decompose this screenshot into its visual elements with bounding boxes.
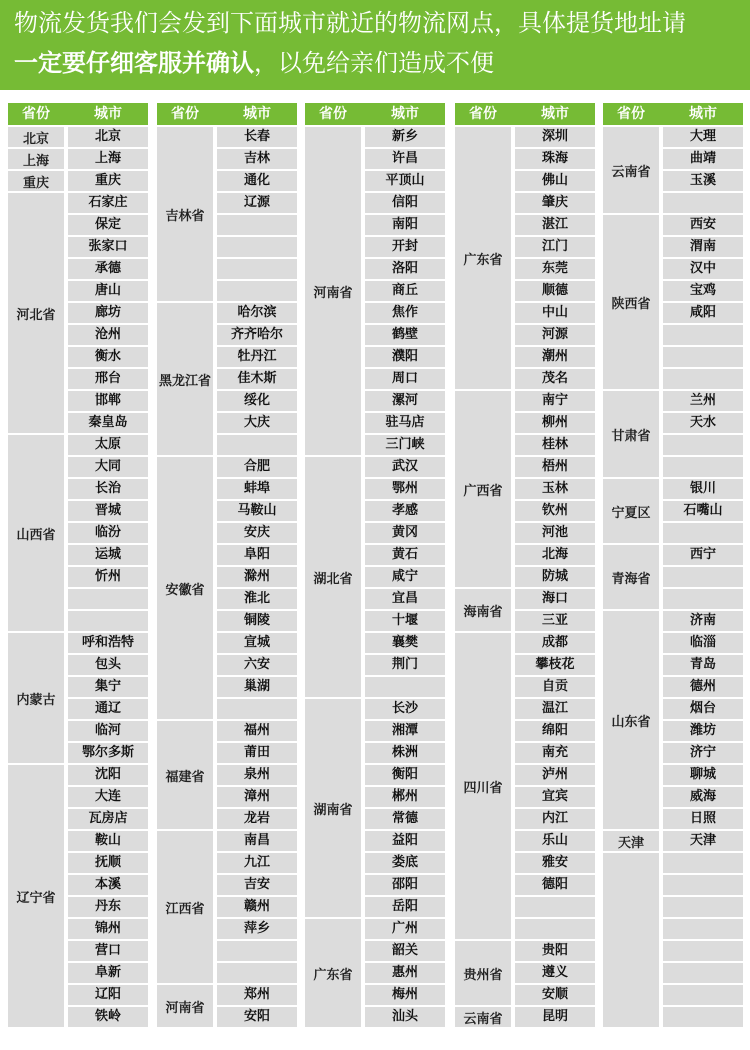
province-cell: 云南省 [603,127,659,215]
city-cell: 江门 [515,237,595,257]
city-cell: 西安 [663,215,743,235]
city-cell: 绥化 [217,391,297,411]
province-cell: 重庆 [8,171,64,193]
city-cell: 锦州 [68,919,148,939]
city-cell: 丹东 [68,897,148,917]
city-cell: 衡水 [68,347,148,367]
city-cell: 珠海 [515,149,595,169]
city-cell: 雅安 [515,853,595,873]
city-cell: 银川 [663,479,743,499]
city-cell: 福州 [217,721,297,741]
city-cell: 铜陵 [217,611,297,631]
city-cell: 石嘴山 [663,501,743,521]
city-cell: 阜阳 [217,545,297,565]
city-cell: 贵阳 [515,941,595,961]
header-city: 城市 [391,106,419,122]
province-cell: 福建省 [157,721,213,831]
city-cell: 平顶山 [365,171,445,191]
city-cell: 梅州 [365,985,445,1005]
city-cell: 绵阳 [515,721,595,741]
city-cell [663,1007,743,1027]
city-cell: 萍乡 [217,919,297,939]
city-cell: 邵阳 [365,875,445,895]
city-cell [663,963,743,983]
province-cell: 江西省 [157,831,213,985]
city-cell: 廊坊 [68,303,148,323]
city-list [515,127,595,1029]
notice-line-1: 物流发货我们会发到下面城市就近的物流网点，具体提货地址请 [14,9,686,37]
city-cell: 秦皇岛 [68,413,148,433]
province-cell: 云南省 [455,1007,511,1029]
city-cell: 乐山 [515,831,595,851]
city-cell: 黄石 [365,545,445,565]
city-list [217,127,297,1029]
city-cell: 长春 [217,127,297,147]
city-cell: 德阳 [515,875,595,895]
city-cell: 巢湖 [217,677,297,697]
city-cell: 重庆 [68,171,148,191]
city-cell: 滁州 [217,567,297,587]
city-cell: 承德 [68,259,148,279]
city-cell: 十堰 [365,611,445,631]
city-cell [663,941,743,961]
city-cell: 大庆 [217,413,297,433]
city-cell: 临淄 [663,633,743,653]
city-cell: 常德 [365,809,445,829]
city-cell: 包头 [68,655,148,675]
table-column [305,103,445,1033]
city-cell: 孝感 [365,501,445,521]
province-cell: 湖北省 [305,457,361,699]
city-cell: 莆田 [217,743,297,763]
city-cell: 太原 [68,435,148,455]
city-cell: 海口 [515,589,595,609]
city-cell: 威海 [663,787,743,807]
city-cell: 泸州 [515,765,595,785]
city-cell: 忻州 [68,567,148,587]
city-cell: 牡丹江 [217,347,297,367]
city-cell: 咸阳 [663,303,743,323]
province-cell: 内蒙古 [8,633,64,765]
header-province: 省份 [469,106,497,122]
city-cell: 潮州 [515,347,595,367]
city-cell: 肇庆 [515,193,595,213]
city-cell: 抚顺 [68,853,148,873]
city-cell: 天水 [663,413,743,433]
city-cell: 遵义 [515,963,595,983]
city-cell: 濮阳 [365,347,445,367]
city-cell: 梧州 [515,457,595,477]
city-cell: 潍坊 [663,721,743,741]
city-cell: 阜新 [68,963,148,983]
city-cell: 六安 [217,655,297,675]
notice-banner [0,0,750,90]
province-cell: 青海省 [603,545,659,611]
city-cell: 宜昌 [365,589,445,609]
province-cell: 河南省 [305,127,361,457]
city-cell: 西宁 [663,545,743,565]
city-cell: 茂名 [515,369,595,389]
city-cell: 益阳 [365,831,445,851]
city-cell: 大连 [68,787,148,807]
column-header [305,103,445,125]
city-cell: 马鞍山 [217,501,297,521]
city-cell: 鹤壁 [365,325,445,345]
city-cell: 本溪 [68,875,148,895]
city-cell: 驻马店 [365,413,445,433]
table-column [455,103,595,1033]
city-cell: 深圳 [515,127,595,147]
city-cell: 南昌 [217,831,297,851]
city-cell: 襄樊 [365,633,445,653]
city-cell: 漳州 [217,787,297,807]
city-cell: 齐齐哈尔 [217,325,297,345]
city-cell: 株洲 [365,743,445,763]
city-cell: 铁岭 [68,1007,148,1027]
city-cell: 昆明 [515,1007,595,1027]
province-cell: 广东省 [455,127,511,391]
city-cell [217,435,297,455]
city-cell: 兰州 [663,391,743,411]
notice-line-2-rest: ，以免给亲们造成不便 [254,49,494,77]
column-header [455,103,595,125]
header-city: 城市 [541,106,569,122]
city-cell: 北海 [515,545,595,565]
city-cell: 黄冈 [365,523,445,543]
city-cell: 安庆 [217,523,297,543]
city-cell: 长沙 [365,699,445,719]
city-cell: 辽阳 [68,985,148,1005]
city-cell: 惠州 [365,963,445,983]
city-cell [365,677,445,697]
city-cell: 温江 [515,699,595,719]
city-cell [68,611,148,631]
city-cell: 柳州 [515,413,595,433]
province-cell: 广东省 [305,919,361,1029]
city-cell [663,875,743,895]
city-cell: 钦州 [515,501,595,521]
city-cell: 河池 [515,523,595,543]
city-cell: 临汾 [68,523,148,543]
header-province: 省份 [171,106,199,122]
city-cell: 晋城 [68,501,148,521]
city-cell: 聊城 [663,765,743,785]
city-cell: 岳阳 [365,897,445,917]
city-cell: 周口 [365,369,445,389]
city-cell: 石家庄 [68,193,148,213]
city-cell: 运城 [68,545,148,565]
city-cell [217,215,297,235]
city-cell: 保定 [68,215,148,235]
city-cell: 内江 [515,809,595,829]
city-cell [515,919,595,939]
city-cell: 蚌埠 [217,479,297,499]
province-cell: 安徽省 [157,457,213,721]
city-cell: 哈尔滨 [217,303,297,323]
city-cell: 青岛 [663,655,743,675]
city-cell [663,897,743,917]
city-cell: 沈阳 [68,765,148,785]
city-cell: 衡阳 [365,765,445,785]
province-cell [603,853,659,1029]
city-cell: 宜宾 [515,787,595,807]
city-cell: 湛江 [515,215,595,235]
city-cell: 韶关 [365,941,445,961]
city-cell: 邢台 [68,369,148,389]
city-cell: 许昌 [365,149,445,169]
city-cell: 唐山 [68,281,148,301]
city-cell: 鄂尔多斯 [68,743,148,763]
city-cell [217,699,297,719]
city-cell: 荆门 [365,655,445,675]
city-cell: 曲靖 [663,149,743,169]
header-province: 省份 [319,106,347,122]
header-province: 省份 [22,106,50,122]
city-cell: 济南 [663,611,743,631]
city-cell: 龙岩 [217,809,297,829]
header-city: 城市 [243,106,271,122]
province-cell: 山东省 [603,611,659,831]
city-cell: 鞍山 [68,831,148,851]
city-cell [217,963,297,983]
city-cell: 集宁 [68,677,148,697]
city-cell: 郴州 [365,787,445,807]
city-cell: 攀枝花 [515,655,595,675]
province-cell: 广西省 [455,391,511,589]
city-cell: 中山 [515,303,595,323]
city-cell [217,281,297,301]
city-cell: 通辽 [68,699,148,719]
city-cell: 沧州 [68,325,148,345]
city-cell: 营口 [68,941,148,961]
province-cell: 北京 [8,127,64,149]
header-province: 省份 [617,106,645,122]
city-cell: 咸宁 [365,567,445,587]
city-cell: 桂林 [515,435,595,455]
city-cell: 淮北 [217,589,297,609]
city-cell [663,919,743,939]
header-city: 城市 [94,106,122,122]
city-cell: 玉溪 [663,171,743,191]
city-cell [663,193,743,213]
city-cell [663,369,743,389]
city-cell: 武汉 [365,457,445,477]
city-cell: 三门峡 [365,435,445,455]
city-cell: 大同 [68,457,148,477]
city-cell: 通化 [217,171,297,191]
province-cell: 陕西省 [603,215,659,391]
province-cell: 宁夏区 [603,479,659,545]
city-cell: 玉林 [515,479,595,499]
city-cell [663,523,743,543]
city-cell: 呼和浩特 [68,633,148,653]
city-cell [663,435,743,455]
city-cell: 焦作 [365,303,445,323]
table-column [8,103,148,1033]
city-cell: 开封 [365,237,445,257]
province-cell: 贵州省 [455,941,511,1007]
province-cell: 黑龙江省 [157,303,213,457]
city-cell: 防城 [515,567,595,587]
city-cell: 漯河 [365,391,445,411]
city-cell: 渭南 [663,237,743,257]
city-cell: 南宁 [515,391,595,411]
city-cell: 东莞 [515,259,595,279]
city-cell: 佛山 [515,171,595,191]
city-cell: 南充 [515,743,595,763]
province-cell: 河北省 [8,193,64,435]
table-column [603,103,743,1033]
city-cell: 河源 [515,325,595,345]
city-cell [217,259,297,279]
table-column [157,103,297,1033]
city-cell: 北京 [68,127,148,147]
city-cell [663,347,743,367]
notice-emphasis: 一定要仔细客服并确认 [14,49,254,77]
city-cell [217,941,297,961]
city-cell [663,589,743,609]
city-cell: 湘潭 [365,721,445,741]
city-cell: 德州 [663,677,743,697]
city-cell [663,985,743,1005]
city-cell: 长治 [68,479,148,499]
city-cell: 广州 [365,919,445,939]
city-cell [663,325,743,345]
province-cell: 辽宁省 [8,765,64,1029]
province-cell: 河南省 [157,985,213,1029]
city-cell: 天津 [663,831,743,851]
city-cell: 张家口 [68,237,148,257]
city-cell: 成都 [515,633,595,653]
city-cell: 汉中 [663,259,743,279]
city-cell: 宝鸡 [663,281,743,301]
city-cell: 宣城 [217,633,297,653]
city-list [365,127,445,1029]
city-cell: 合肥 [217,457,297,477]
city-cell: 三亚 [515,611,595,631]
city-cell: 安阳 [217,1007,297,1027]
city-cell: 汕头 [365,1007,445,1027]
city-cell: 上海 [68,149,148,169]
city-cell: 日照 [663,809,743,829]
province-cell: 甘肃省 [603,391,659,479]
city-cell [68,589,148,609]
province-cell: 天津 [603,831,659,853]
city-cell: 瓦房店 [68,809,148,829]
city-cell: 鄂州 [365,479,445,499]
city-cell: 娄底 [365,853,445,873]
column-header [8,103,148,125]
province-cell: 四川省 [455,633,511,941]
city-cell [663,457,743,477]
city-cell: 济宁 [663,743,743,763]
city-cell [217,237,297,257]
city-cell: 泉州 [217,765,297,785]
city-list [663,127,743,1029]
city-cell: 郑州 [217,985,297,1005]
city-cell: 信阳 [365,193,445,213]
city-cell: 顺德 [515,281,595,301]
city-cell: 洛阳 [365,259,445,279]
city-cell: 安顺 [515,985,595,1005]
city-cell: 烟台 [663,699,743,719]
city-cell [515,897,595,917]
province-cell: 山西省 [8,435,64,633]
city-cell: 辽源 [217,193,297,213]
city-cell [663,853,743,873]
city-cell: 邯郸 [68,391,148,411]
city-cell: 吉林 [217,149,297,169]
province-cell: 上海 [8,149,64,171]
column-header [603,103,743,125]
city-cell: 自贡 [515,677,595,697]
province-cell: 湖南省 [305,699,361,919]
notice-line-2 [14,48,494,78]
city-cell: 大理 [663,127,743,147]
city-cell [663,567,743,587]
column-header [157,103,297,125]
city-cell: 南阳 [365,215,445,235]
province-cell: 吉林省 [157,127,213,303]
city-cell: 佳木斯 [217,369,297,389]
city-cell: 商丘 [365,281,445,301]
province-cell: 海南省 [455,589,511,633]
city-cell: 九江 [217,853,297,873]
city-cell: 临河 [68,721,148,741]
city-cell: 新乡 [365,127,445,147]
city-list [68,127,148,1029]
city-cell: 赣州 [217,897,297,917]
city-cell: 吉安 [217,875,297,895]
header-city: 城市 [689,106,717,122]
